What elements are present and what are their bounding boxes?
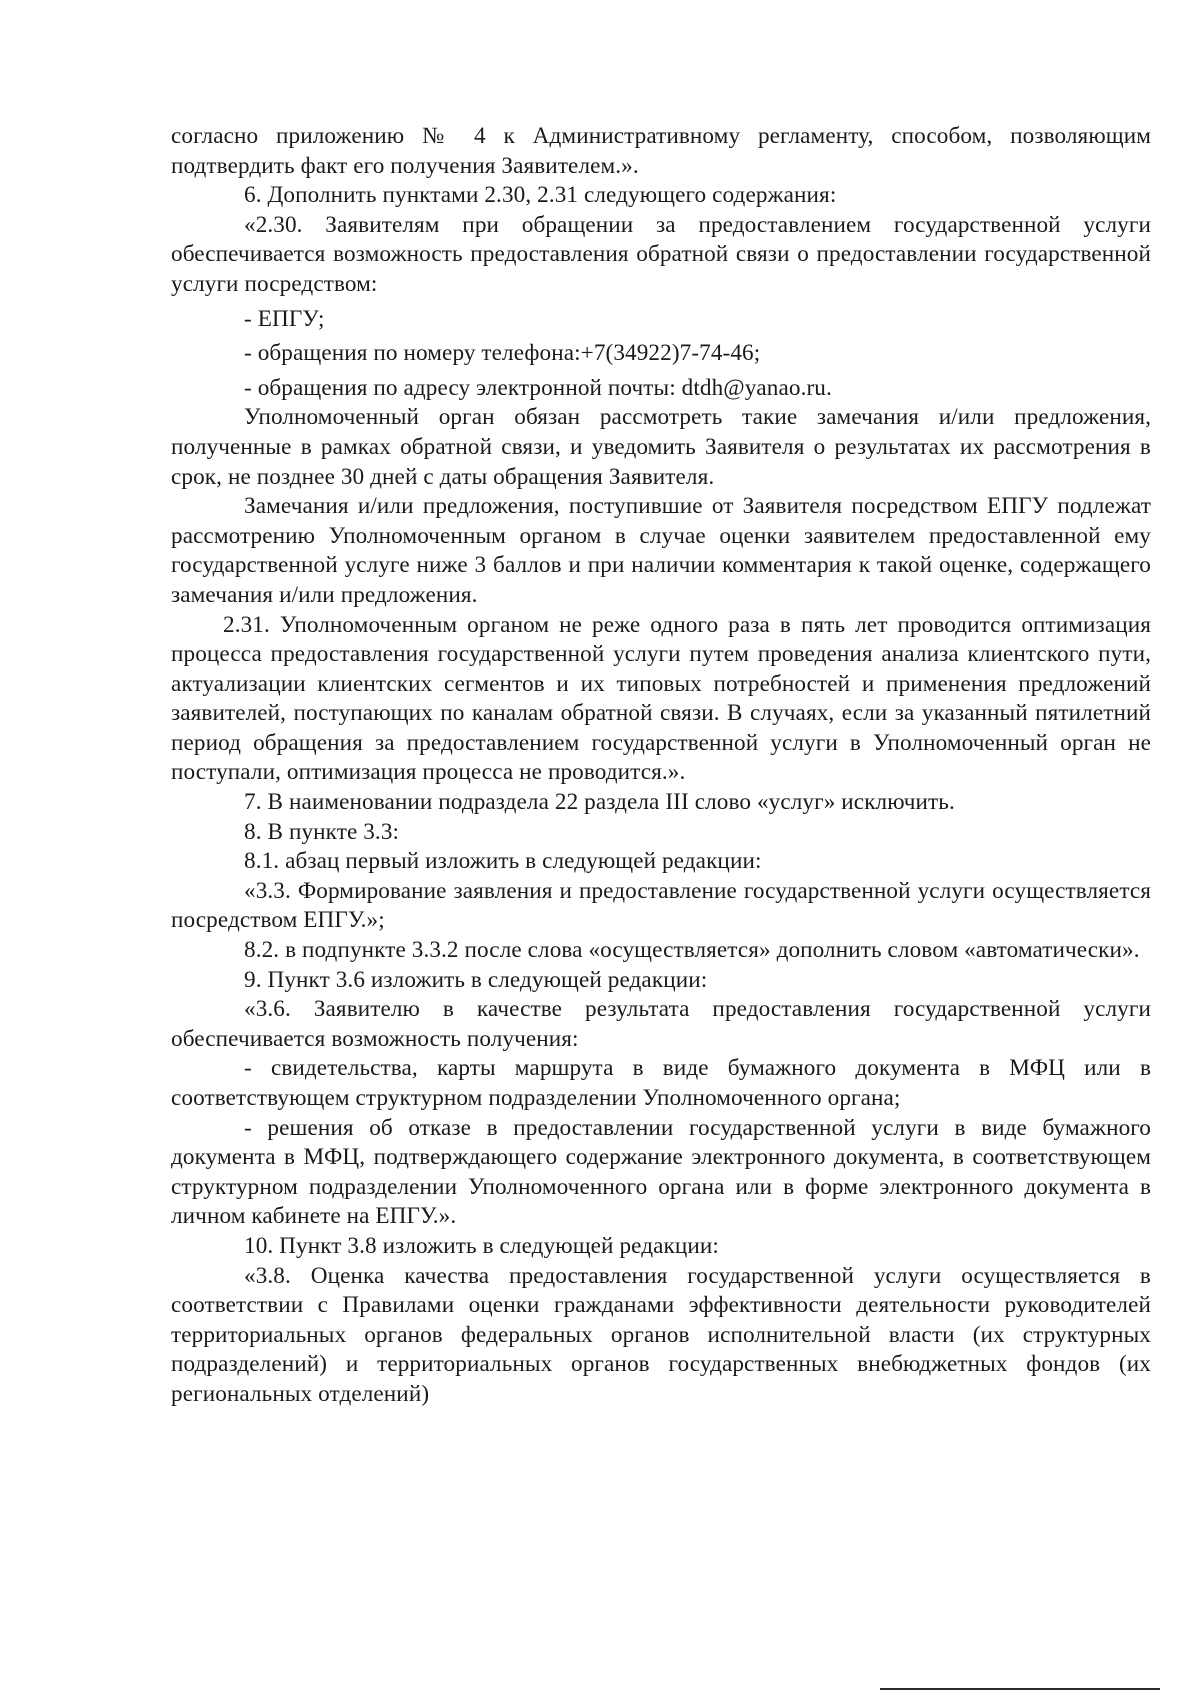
- paragraph-item-8: 8. В пункте 3.3:: [244, 818, 400, 845]
- document-page: [171, 122, 1151, 1410]
- list-item-epgu: - ЕПГУ;: [244, 305, 325, 332]
- paragraph-2-30: «2.30. Заявителям при обращении за предоставлением государственной услуги обеспечивается возможность предоставления обратной связи о предоставлении государственной услуги посредством:: [171, 211, 1151, 297]
- paragraph-item-9: 9. Пункт 3.6 изложить в следующей редакции:: [244, 966, 708, 993]
- list-item-refusal-decision: - решения об отказе в предоставлении государственной услуги в виде бумажного документа в МФЦ, подтверждающего содержание электронного документа, в соответствующем структурном подразделении Уполномоченного органа или в форме электронного документа в личном кабинете на ЕПГУ.».: [171, 1114, 1151, 1230]
- list-item-phone: - обращения по номеру телефона:+7(34922)7-74-46;: [244, 340, 761, 367]
- paragraph-item-10: 10. Пункт 3.8 изложить в следующей редакции:: [244, 1232, 719, 1259]
- paragraph-remarks: Замечания и/или предложения, поступившие от Заявителя посредством ЕПГУ подлежат рассмотрению Уполномоченным органом в случае оценки заявителем предоставленной ему государственной услуге ниже 3 баллов и при наличии комментария к такой оценке, содержащего замечания и/или предложения.: [171, 493, 1151, 608]
- paragraph-item-6: 6. Дополнить пунктами 2.30, 2.31 следующего содержания:: [244, 182, 837, 209]
- list-item-email: - обращения по адресу электронной почты: dtdh@yanao.ru.: [244, 374, 832, 401]
- page-footer-rule: [880, 1688, 1160, 1690]
- paragraph-authority-obliged: Уполномоченный орган обязан рассмотреть такие замечания и/или предложения, полученные в рамках обратной связи, и уведомить Заявителя о результатах их рассмотрения в срок, не позднее 30 дней с даты обращения Заявителя.: [171, 404, 1151, 490]
- paragraph-intro-continuation: согласно приложению № 4 к Административному регламенту, способом, позволяющим подтвердить факт его получения Заявителем.».: [171, 123, 1151, 179]
- paragraph-3-8: «3.8. Оценка качества предоставления государственной услуги осуществляется в соответствии с Правилами оценки гражданами эффективности деятельности руководителей территориальных органов федеральных органов исполнительной власти (их структурных подразделений) и территориальных органов государственных внебюджетных фондов (их региональных отделений): [171, 1262, 1151, 1407]
- paragraph-3-3: «3.3. Формирование заявления и предоставление государственной услуги осуществляется посредством ЕПГУ.»;: [171, 877, 1151, 934]
- list-item-certificate: - свидетельства, карты маршрута в виде бумажного документа в МФЦ или в соответствующем структурном подразделении Уполномоченного органа;: [171, 1055, 1151, 1111]
- paragraph-2-31: 2.31. Уполномоченным органом не реже одного раза в пять лет проводится оптимизация процесса предоставления государственной услуги путем проведения анализа клиентского пути, актуализации клиентских сегментов и их типовых потребностей и применения предложений заявителей, поступающих по каналам обратной связи. В случаях, если за указанный пятилетний период обращения за предоставлением государственной услуги в Уполномоченный орган не поступали, оптимизация процесса не проводится.».: [171, 611, 1151, 786]
- paragraph-3-6: «3.6. Заявителю в качестве результата предоставления государственной услуги обеспечивается возможность получения:: [171, 996, 1151, 1052]
- paragraph-item-8-1: 8.1. абзац первый изложить в следующей редакции:: [244, 848, 762, 875]
- paragraph-item-7: 7. В наименовании подраздела 22 раздела III слово «услуг» исключить.: [244, 789, 955, 816]
- paragraph-item-8-2: 8.2. в подпункте 3.3.2 после слова «осуществляется» дополнить словом «автоматически».: [244, 937, 1140, 964]
